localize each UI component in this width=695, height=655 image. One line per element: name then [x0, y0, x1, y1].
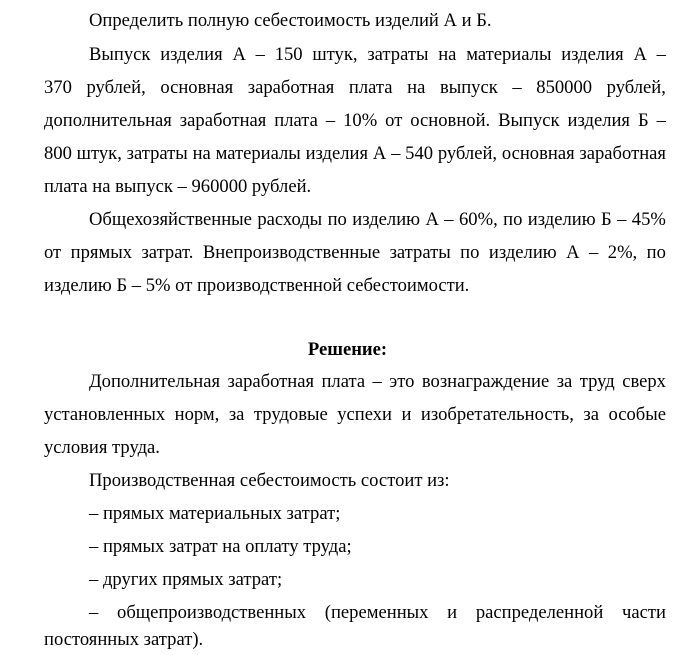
word: и	[447, 602, 458, 623]
word: А	[232, 44, 246, 65]
word: 150	[274, 44, 303, 65]
task-line: изделию Б – 5% от производственной себестоимости.	[44, 275, 470, 296]
word: (переменных	[324, 602, 429, 623]
word: 850000	[536, 77, 593, 98]
word: –	[325, 110, 336, 131]
word: по	[460, 242, 480, 263]
list-item: – прямых материальных затрат;	[89, 503, 341, 524]
word: общепроизводственных	[117, 602, 307, 623]
word: за	[583, 404, 599, 425]
word: по	[646, 242, 666, 263]
word: затраты	[126, 143, 188, 164]
word: Б	[601, 209, 612, 230]
word: изобретательность,	[420, 404, 574, 425]
word: 60%,	[459, 209, 498, 230]
word: –	[512, 77, 522, 98]
list-item: – других прямых затрат;	[89, 569, 283, 590]
word: затраты	[389, 242, 451, 263]
word: штук,	[76, 143, 122, 164]
word: плата	[348, 77, 393, 98]
word: расходы	[257, 209, 323, 230]
word: вознаграждение	[421, 371, 550, 392]
task-line-just	[44, 139, 666, 169]
word: штук,	[312, 44, 358, 65]
solution-line: условия труда.	[44, 437, 160, 458]
word: особые	[608, 404, 666, 425]
word: за	[228, 404, 245, 425]
word: А	[372, 143, 387, 164]
word: изделия	[160, 44, 223, 65]
word: плата	[321, 371, 366, 392]
word: распределенной	[475, 602, 604, 623]
word: основная	[160, 77, 234, 98]
task-line-just	[44, 73, 666, 103]
word: заработная	[247, 77, 335, 98]
word: изделия	[567, 110, 630, 131]
solution-line-just	[89, 367, 666, 397]
word: по	[503, 209, 523, 230]
word: рублей,	[437, 143, 498, 164]
word: заработная	[179, 110, 267, 131]
word: за	[556, 371, 573, 392]
word: изделию	[488, 242, 557, 263]
word: Выпуск	[498, 110, 560, 131]
word: затрат.	[141, 242, 194, 263]
word: и	[401, 404, 412, 425]
word: Дополнительная	[89, 371, 221, 392]
word: заработная	[227, 371, 315, 392]
word: на	[407, 77, 426, 98]
word: 370	[44, 77, 72, 98]
word: Общехозяйственные	[89, 209, 252, 230]
word: –	[391, 143, 401, 164]
word: 540	[405, 143, 434, 164]
solution-line: Производственная себестоимость состоит из:	[89, 470, 450, 491]
list-item: – прямых затрат на оплату труда;	[89, 536, 352, 557]
word: А	[566, 242, 580, 263]
word: успехи	[337, 404, 392, 425]
word: выпуск	[439, 77, 498, 98]
word: изделия	[305, 143, 369, 164]
word: труд	[579, 371, 615, 392]
word: изделию	[527, 209, 596, 230]
word: основная	[501, 143, 575, 164]
word: заработная	[579, 143, 666, 164]
word: –	[617, 209, 627, 230]
word: рублей,	[86, 77, 146, 98]
word: А	[425, 209, 439, 230]
word: норм,	[174, 404, 220, 425]
word: установленных	[44, 404, 166, 425]
word: Выпуск	[89, 44, 151, 65]
word: изделию	[352, 209, 421, 230]
list-item-continuation: постоянных затрат).	[44, 629, 204, 650]
task-line: плата на выпуск – 960000 рублей.	[44, 176, 312, 197]
word: –	[89, 602, 99, 623]
word: Внепроизводственные	[202, 242, 381, 263]
task-line-just	[89, 205, 666, 235]
task-line-just	[44, 106, 666, 136]
word: от	[385, 110, 403, 131]
word: плата	[274, 110, 318, 131]
word: 10%	[343, 110, 378, 131]
word: трудовые	[253, 404, 328, 425]
task-title-line: Определить полную себестоимость изделий А и Б.	[89, 10, 492, 31]
word: 800	[44, 143, 72, 164]
word: основной.	[410, 110, 491, 131]
word: прямых	[70, 242, 132, 263]
word: изделия	[561, 44, 624, 65]
word: части	[622, 602, 666, 623]
word: сверх	[622, 371, 666, 392]
word: дополнительная	[44, 110, 172, 131]
word: –	[444, 209, 454, 230]
word: на	[192, 143, 211, 164]
list-item-just	[89, 598, 666, 628]
word: –	[372, 371, 382, 392]
word: от	[44, 242, 62, 263]
word: Б	[637, 110, 649, 131]
word: –	[656, 110, 666, 131]
word: А	[633, 44, 647, 65]
word: на	[438, 44, 457, 65]
word: материалы	[466, 44, 552, 65]
word: это	[389, 371, 415, 392]
solution-heading: Решение:	[307, 339, 388, 360]
word: –	[589, 242, 599, 263]
solution-line-just	[44, 400, 666, 430]
task-line-just	[89, 40, 666, 70]
word: рублей,	[606, 77, 666, 98]
word: –	[656, 44, 666, 65]
word: 2%,	[607, 242, 638, 263]
word: затраты	[367, 44, 429, 65]
word: 45%	[631, 209, 666, 230]
task-line-just	[44, 238, 666, 268]
word: –	[255, 44, 265, 65]
word: материалы	[215, 143, 301, 164]
word: по	[327, 209, 347, 230]
